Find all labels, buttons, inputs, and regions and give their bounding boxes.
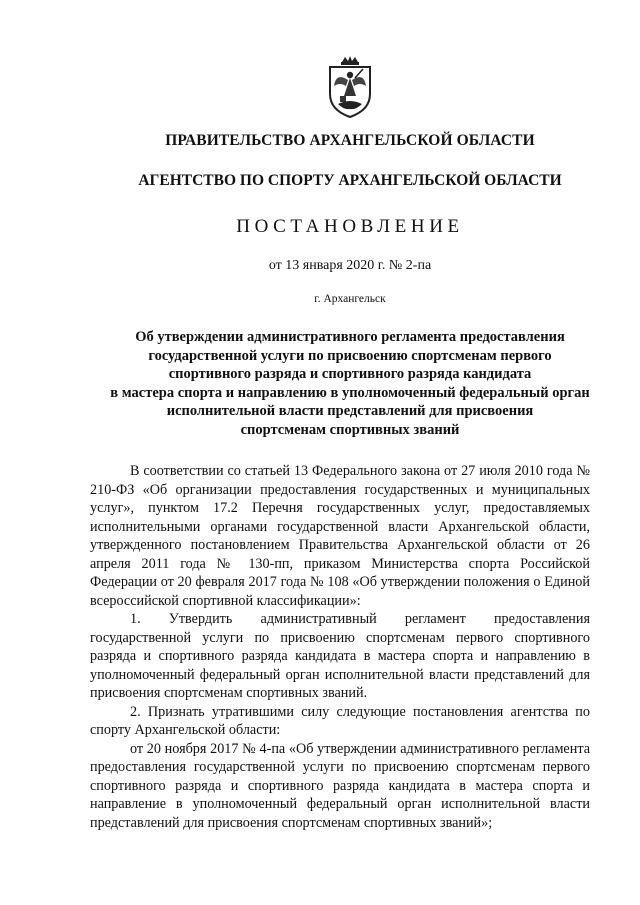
item-2-subitem-paragraph: от 20 ноября 2017 № 4-па «Об утверждении административного регламента предоставления государственной услуги по присвоению спортсменам первого спортивного разряда и спортивного разряда кандидата в мастера спорта и направление в уполномоченный федеральный орган исполнительной власти представлений для присвоения спортсменам спортивных званий»; [90,740,590,831]
subject-line: в мастера спорта и направлению в уполномоченный федеральный орган [110,384,590,401]
subject-line: Об утверждении административного регламента предоставления [135,329,565,345]
preamble-paragraph: В соответствии со статьей 13 Федерального закона от 27 июля 2010 года № 210-ФЗ «Об организации предоставления государственных и муниципальных услуг», пунктом 17.2 Перечня государственных услуг, предоставляемых исполнительными органами государственной власти Архангельской области, утвержденного постановлением Правительства Архангельской области от 26 апреля 2011 года № 130-пп, приказом Министерства спорта Российской Федерации от 20 февраля 2017 года № 108 «Об утверждении положения о Единой всероссийской спортивной классификации»: [90,463,590,609]
subject-line: спортсменам спортивных званий [240,421,460,438]
government-title: ПРАВИТЕЛЬСТВО АРХАНГЕЛЬСКОЙ ОБЛАСТИ [165,132,535,149]
document-date-number: от 13 января 2020 г. № 2-па [268,258,432,273]
document-subject [70,328,630,439]
subject-line: исполнительной власти представлений для присвоения [166,403,534,419]
document-body [90,462,590,832]
subject-line: государственной услуги по присвоению спортсменам первого [148,347,552,364]
document-type: ПОСТАНОВЛЕНИЕ [236,216,464,237]
document-city: г. Архангельск [314,293,386,305]
item-1-paragraph: 1. Утвердить административный регламент предоставления государственной услуги по присвоению спортсменам первого спортивного разряда и спортивного разряда кандидата в мастера спорта и направлению в уполномоченный федеральный орган исполнительной власти представлений для присвоения спортсменам спортивных званий. [90,611,590,701]
item-2-paragraph: 2. Признать утратившими силу следующие постановления агентства по спорту Архангельской области: [90,703,590,738]
agency-title: АГЕНТСТВО ПО СПОРТУ АРХАНГЕЛЬСКОЙ ОБЛАСТИ [138,172,562,189]
coat-of-arms-icon [326,56,374,118]
subject-line: спортивного разряда и спортивного разряда кандидата [168,366,532,382]
